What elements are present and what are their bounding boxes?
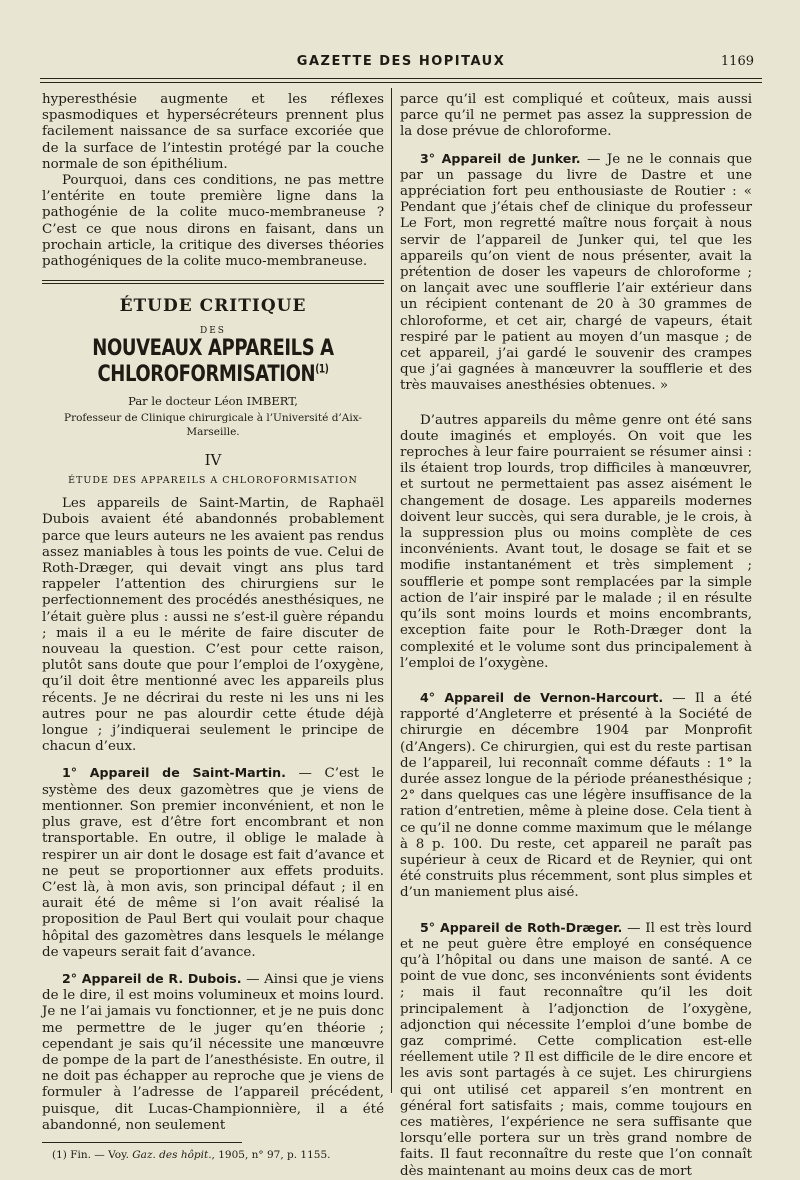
body-paragraph: D’autres appareils du même genre ont été sans doute imaginés et employés. On voit que les reproches à leur faire pourraient se résumer ainsi : ils étaient trop lourds, trop difficiles à manœuvrer, et surtout ne permettaient pas assez aisément le changement de dosage. Les appareils modernes doivent leur succès, qui sera durable, je le crois, à la suppression plus ou moins complète de ces inconvénients. Avant tout, le dosage se fait et se modifie instantanément et très simplement ; soufflerie et pompe sont remplacées par la simple action de l’air inspiré par le malade ; il en résulte qu’ils sont moins lourds et moins encombrants, exception faite pour le Roth-Dræger dont la complexité et le volume sont dus principalement à l’emploi de l’oxygène.: [400, 412, 752, 671]
body-paragraph: parce qu’il est compliqué et coûteux, mais aussi parce qu’il ne permet pas assez la suppression de la dose prévue de chloroforme.: [400, 92, 752, 140]
article-main-title-text: NOUVEAUX APPAREILS A CHLOROFORMISATION: [92, 334, 334, 388]
article-author: Par le docteur Léon IMBERT,: [128, 394, 298, 409]
paragraph-text: — Il a été rapporté d’Angleterre et présenté à la Société de chirurgie en décembre 1904 par Monprofit (d’Angers). Ce chirurgien, qui est du reste partisan de l’appareil, lui reconnaît comme défauts : 1° la durée assez longue de la période préanesthésique ; 2° dans quelques cas une légère insuffisance de la ration d’entretien, même à pleine dose. Cela tient à ce qu’il ne donne comme maximum que le mélange à 8 p. 100. Du reste, cet appareil ne paraît pas supérieur à ceux de Ricard et de Reynier, qui ont été construits plus récemment, sont plus simples et d’un maniement plus aisé.: [400, 690, 752, 901]
body-paragraph: [42, 971, 384, 1134]
paragraph-heading: 2° Appareil de R. Dubois.: [62, 970, 242, 986]
paragraph-heading: 4° Appareil de Vernon-Harcourt.: [420, 689, 664, 705]
article-title: ÉTUDE CRITIQUE: [119, 296, 307, 317]
body-paragraph: Les appareils de Saint-Martin, de Raphaël Dubois avaient été abandonnés probablement parce que leurs auteurs ne les avaient pas rendus assez maniables à tous les points de vue. Celui de Roth-Dræger, qui devait vingt ans plus tard rappeler l’attention des chirurgiens sur le perfectionnement des procédés anesthésiques, ne l’était guère plus : aussi ne s’est-il guère répandu ; mais il a eu le mérite de faire discuter de nouveau la question. C’est pour cette raison, plutôt sans doute que pour l’emploi de l’oxygène, qu’il doit être mentionné avec les appareils plus récents. Je ne décrirai du reste ni les uns ni les autres pour ne pas alourdir cette étude déjà longue ; j’indiquerai seulement le principe de chacun d’eux.: [42, 496, 384, 755]
body-paragraph: [400, 920, 752, 1180]
footnote-ref-text: , 1905, n° 97, p. 1155.: [211, 1148, 331, 1161]
left-column: [42, 92, 384, 1161]
section-number: IV: [204, 451, 222, 470]
intro-paragraph-1: hyperesthésie augmente et les réflexes spasmodiques et hypersécréteurs prennent plus facilement naissance de sa surface excoriée que de la surface de l’intestin protégé par la couche normale de son épithélium.: [42, 92, 384, 172]
paragraph-text: — Il est très lourd et ne peut guère être employé en conséquence qu’à l’hôpital ou dans une maison de santé. A ce point de vue donc, ses inconvénients sont évidents ; mais il faut reconnaître qu’il les doit principalement à l’adjonction de l’oxygène, adjonction qui nécessite l’emploi d’une bombe de gaz comprimé. Cette complication est-elle réellement utile ? Il est difficile de le dire encore et les avis sont partagés à ce sujet. Les chirurgiens qui ont utilisé cet appareil s’en montrent en général fort satisfaits ; mais, comme toujours en ces matières, l’expérience ne sera suffisante que lorsqu’elle portera sur un très grand nombre de faits. Il faut reconnaître du reste que l’on connaît dès maintenant au moins deux cas de mort: [400, 920, 752, 1179]
journal-title: GAZETTE DES HOPITAUX: [296, 54, 506, 69]
footnote-ref: (1): [315, 363, 329, 377]
paragraph-heading: 3° Appareil de Junker.: [420, 150, 581, 166]
paragraph-text: — C’est le système des deux gazomètres que je viens de mentionner. Son premier inconvénient, et non le plus grave, est d’être fort encombrant et non transportable. En outre, il oblige le malade à respirer un air dont le dosage est fait d’avance et ne peut se proportionner aux effets produits. C’est là, à mon avis, son principal défaut ; il en aurait été de même si l’on avait réalisé la proposition de Paul Bert qui voulait pour chaque hôpital des gazomètres dans lesquels le mélange de vapeurs serait fait d’avance.: [42, 766, 384, 960]
body-paragraph: [42, 765, 384, 960]
header-rule: [40, 78, 762, 79]
section-title: ÉTUDE DES APPAREILS A CHLOROFORMISATION: [68, 475, 358, 487]
column-separator: [391, 88, 392, 1093]
article-main-title: [42, 335, 384, 388]
paragraph-heading: 1° Appareil de Saint-Martin.: [62, 765, 286, 781]
paragraph-text: — Ainsi que je viens de le dire, il est moins volumineux et moins lourd. Je ne l’ai jamais vu fonctionner, et je ne puis donc me permettre de le juger qu’en théorie ; cependant je sais qu’il nécessite une manœuvre de pompe de la part de l’anesthésiste. En outre, il ne doit pas échapper au reproche que je viens de formuler à l’adresse de l’appareil précédent, puisque, dit Lucas-Championnière, il a été abandonné, non seulement: [42, 971, 385, 1133]
article-title-des: DES: [200, 326, 226, 337]
body-paragraph: [400, 690, 752, 902]
header-rule-secondary: [40, 82, 762, 83]
footnote-rule: [42, 1142, 242, 1143]
paragraph-text: — Je ne le connais que par un passage du livre de Dastre et une appréciation fort peu enthousiaste de Routier : « Pendant que j’étais chef de clinique du professeur Le Fort, mon regretté maître nous forçait à nous servir de l’appareil de Junker qui, tel que les appareils qu’on vient de nous présenter, avait la prétention de doser les vapeurs de chloroforme ; on lançait avec une soufflerie l’air extérieur dans un récipient contenant de 20 à 30 grammes de chloroforme, et cet air, chargé de vapeurs, était respiré par le patient au moyen d’un masque ; de cet appareil, j’ai gardé le souvenir des crampes que j’ai gagnées à manœuvrer la soufflerie et des très mauvaises anesthésies obtenues. »: [400, 151, 753, 394]
footnote-text: (1) Fin. — Voy.: [52, 1148, 133, 1161]
page-number: 1169: [720, 54, 754, 69]
intro-paragraph-2: Pourquoi, dans ces conditions, ne pas mettre l’entérite en toute première ligne dans la pathogénie de la colite muco-membraneuse ? C’est ce que nous dirons en faisant, dans un prochain article, la critique des diverses théories pathogéniques de la colite muco-membraneuse.: [42, 173, 384, 270]
page-header: [40, 54, 762, 76]
body-paragraph: [400, 151, 752, 395]
footnote-journal: Gaz. des hôpit.: [132, 1148, 212, 1161]
author-affiliation: Professeur de Clinique chirurgicale à l’Université d’Aix-Marseille.: [64, 412, 362, 439]
section-divider: [42, 280, 384, 284]
paragraph-heading: 5° Appareil de Roth-Dræger.: [420, 919, 623, 935]
right-column: [400, 92, 752, 1180]
